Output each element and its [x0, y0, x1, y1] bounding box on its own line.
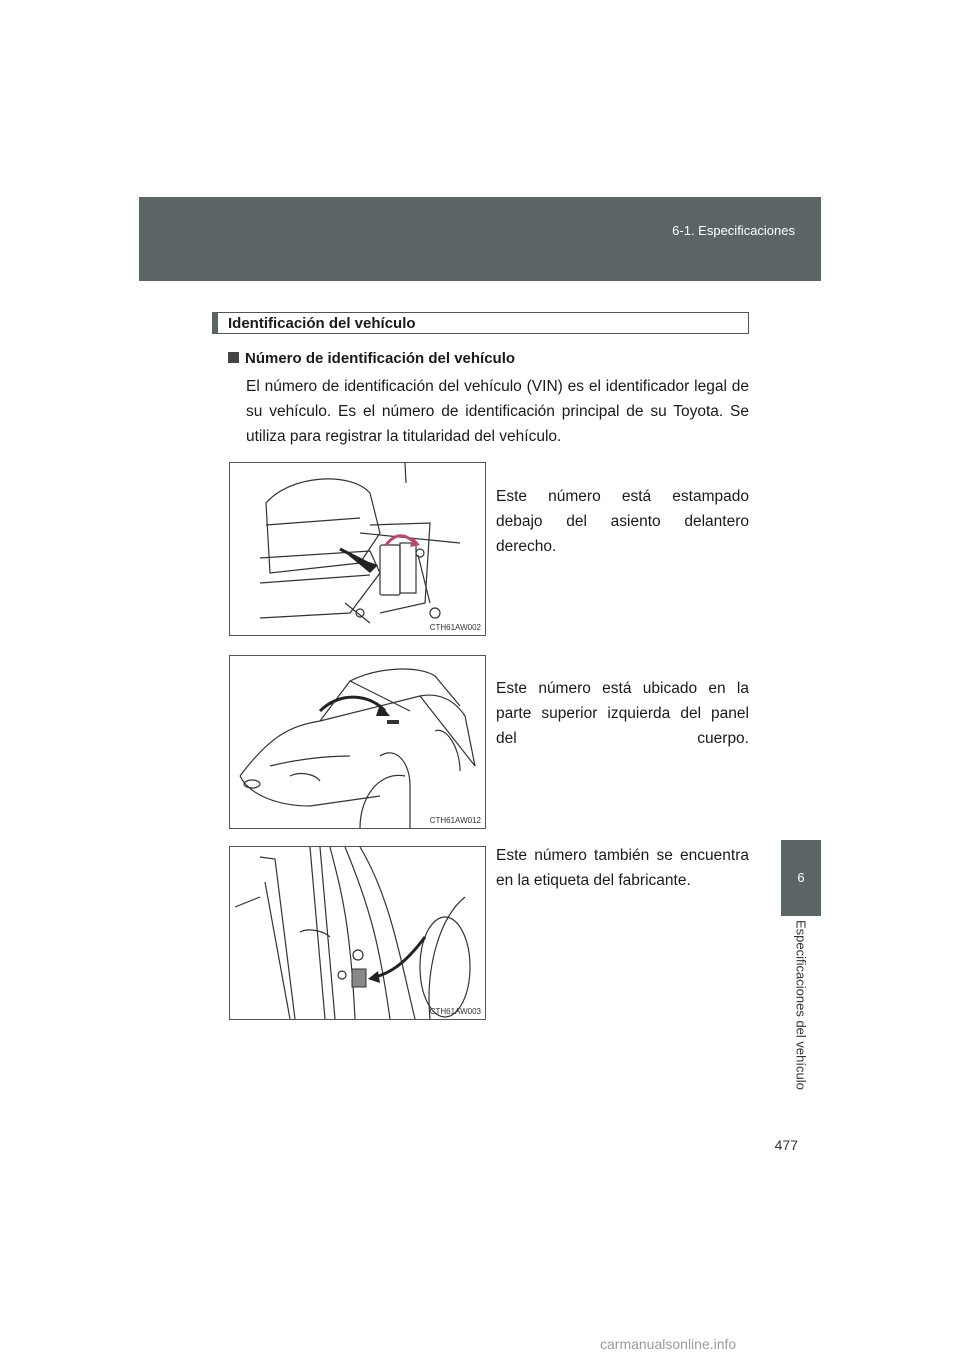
chapter-title-wrap [781, 920, 821, 1110]
chapter-title: Especificaciones del vehículo [793, 920, 809, 1090]
header-band [139, 197, 821, 281]
caption-door: Este número también se encuentra en la etiqueta del fabricante. [496, 847, 749, 889]
square-bullet-icon [228, 352, 239, 363]
caption-car: Este número está ubicado en la parte superior izquierda del panel del cuerpo. [496, 680, 749, 747]
chapter-number: 6 [797, 870, 805, 885]
section-title: Identificación del vehículo [228, 315, 416, 332]
figure-door [229, 846, 486, 1020]
watermark: carmanualsonline.info [600, 1336, 737, 1352]
figure-seat [229, 462, 486, 636]
intro-paragraph: El número de identificación del vehículo (VIN) es el identificador legal de su vehículo. Es el número de identificación principal de su Toyota. Se utiliza para registrar la titularidad del vehículo. [246, 378, 749, 445]
door-illustration [230, 847, 485, 1019]
header-section-label: 6-1. Especificaciones [672, 223, 795, 238]
figure-car [229, 655, 486, 829]
caption-seat: Este número está estampado debajo del asiento delantero derecho. [496, 488, 749, 555]
figure-code: CTH61AW012 [429, 816, 481, 825]
page-number: 477 [774, 1137, 798, 1153]
figure-code: CTH61AW003 [429, 1007, 481, 1016]
seat-illustration [230, 463, 485, 635]
car-illustration [230, 656, 485, 828]
figure-code: CTH61AW002 [429, 623, 481, 632]
chapter-tab [781, 840, 821, 916]
subheading [228, 350, 515, 367]
section-title-box [212, 312, 749, 334]
subheading-text: Número de identificación del vehículo [245, 350, 516, 367]
